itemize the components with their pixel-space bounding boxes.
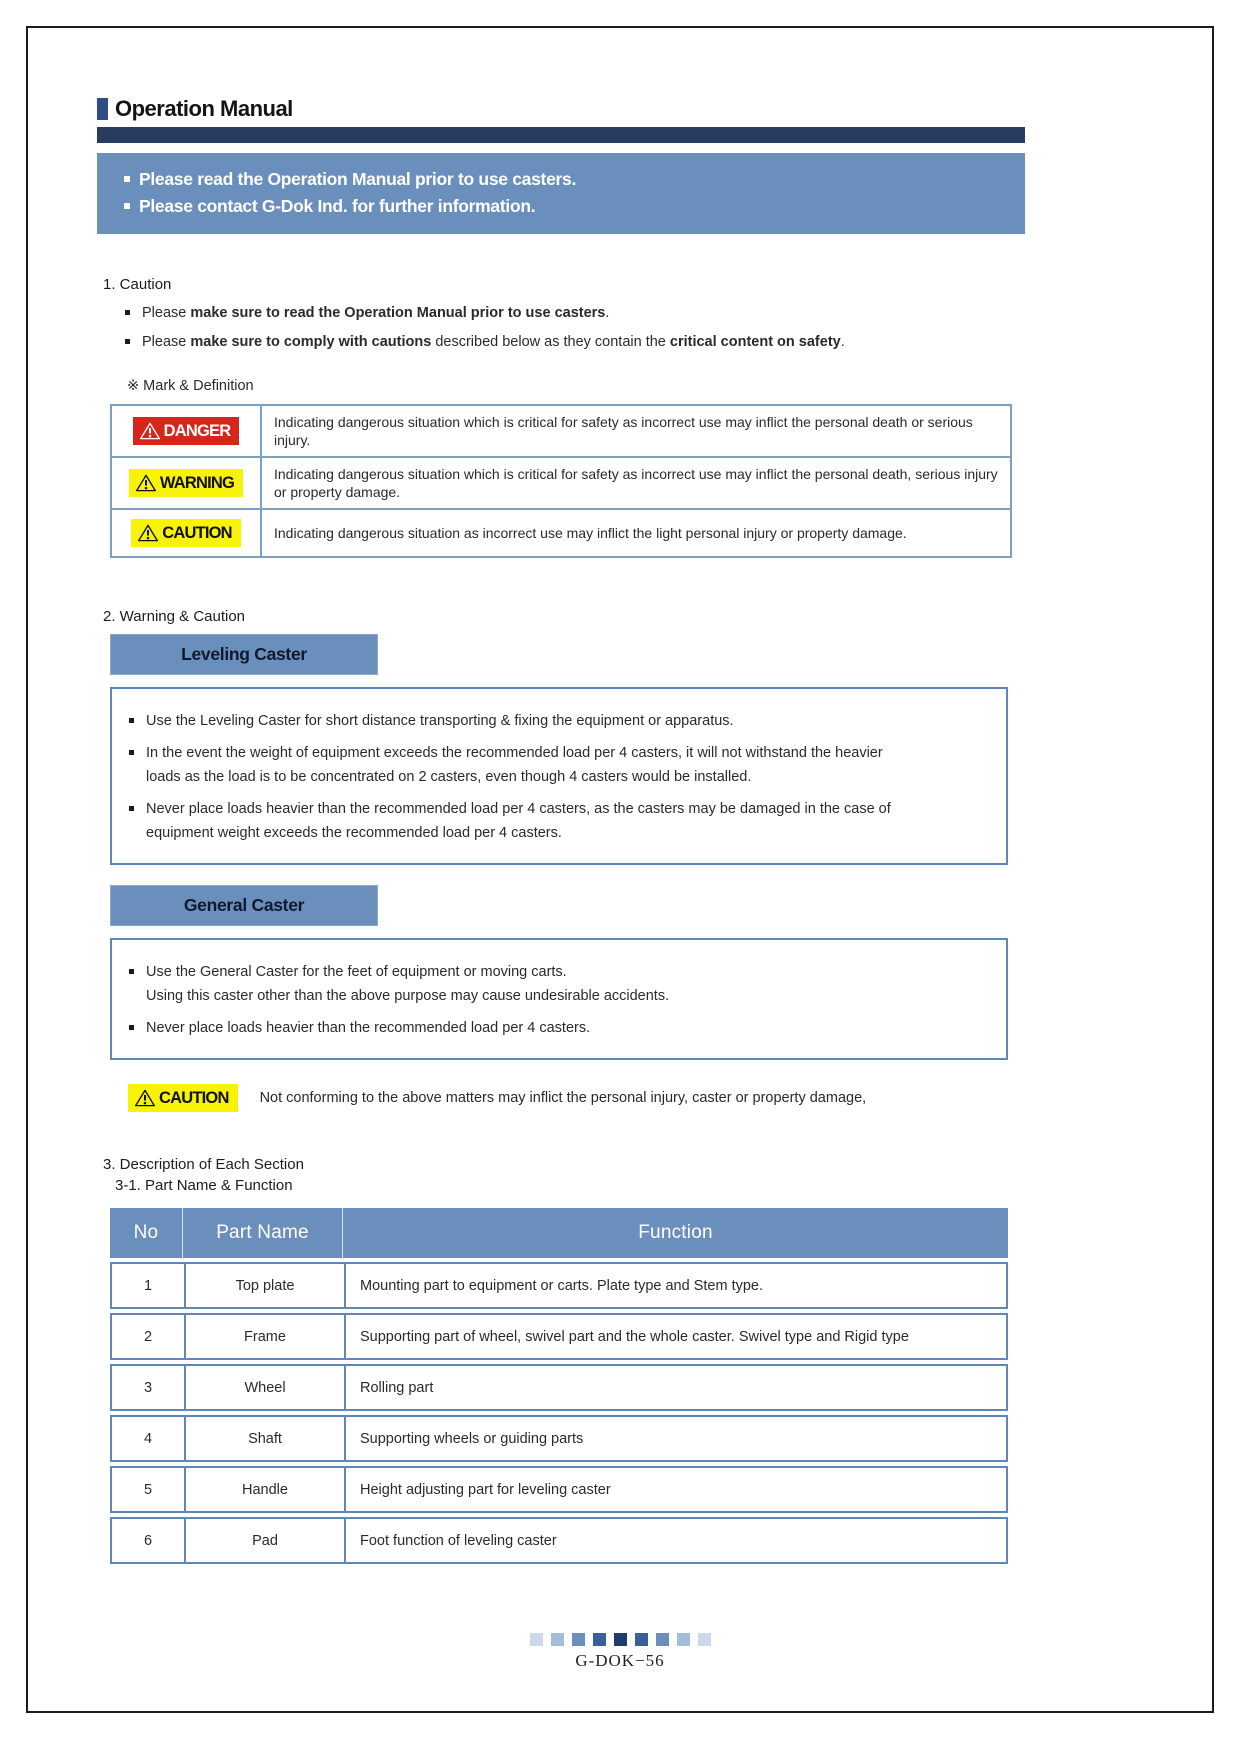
doc-title-row [97, 96, 1240, 122]
cell-no: 4 [143, 1430, 153, 1447]
list-item [125, 332, 1240, 352]
table-row [112, 508, 1010, 556]
footer-square [614, 1633, 627, 1646]
footer-squares-decoration [0, 1633, 1240, 1646]
list-item [129, 797, 988, 845]
section1-heading: 1. Caution [103, 276, 172, 293]
cell-part-name: Pad [184, 1519, 344, 1562]
bullet-text: Never place loads heavier than the recommended load per 4 casters, as the casters may be damaged in the case of equipment weight exceeds the recommended load per 4 casters. [146, 801, 891, 841]
badge-cell [112, 406, 262, 456]
warning-badge [129, 469, 243, 497]
cell-part-name: Top plate [184, 1264, 344, 1307]
footer-square [593, 1633, 606, 1646]
part-name-function-table [110, 1208, 1008, 1564]
banner-text: Please read the Operation Manual prior to use casters. [139, 169, 577, 189]
section1-bullets [125, 303, 1240, 352]
list-item [129, 741, 988, 789]
table-row [110, 1313, 1008, 1360]
badge-label: CAUTION [162, 523, 232, 542]
intro-banner [97, 153, 1025, 234]
table-row [110, 1262, 1008, 1309]
caution-badge [131, 519, 241, 547]
square-bullet-icon [129, 1025, 134, 1030]
cell-no: 1 [143, 1277, 153, 1294]
list-item [129, 960, 988, 1008]
section3-subheading: 3-1. Part Name & Function [115, 1177, 293, 1194]
page-footer [0, 1633, 1240, 1671]
caution-note-text: Not conforming to the above matters may inflict the personal injury, caster or property damage, [259, 1090, 867, 1106]
square-bullet-icon [129, 750, 134, 755]
bullet-text: Use the General Caster for the feet of equipment or moving carts. Using this caster other than the above purpose may cause undesirable accidents. [146, 964, 670, 1004]
badge-cell [112, 510, 262, 556]
square-bullet-icon [129, 969, 134, 974]
page-number: G-DOK−56 [575, 1651, 665, 1670]
cell-function: Supporting wheels or guiding parts [344, 1417, 1006, 1460]
cell-part-name: Frame [184, 1315, 344, 1358]
badge-label: WARNING [159, 473, 235, 492]
warning-triangle-icon [139, 421, 161, 441]
column-header-part-name: Part Name [182, 1208, 342, 1258]
section2-heading: 2. Warning & Caution [103, 608, 246, 625]
leveling-caster-box [110, 687, 1008, 865]
title-accent-bar [97, 98, 108, 120]
square-bullet-icon [124, 203, 130, 209]
footer-square [572, 1633, 585, 1646]
leveling-caster-header: Leveling Caster [110, 634, 378, 675]
list-item [129, 709, 988, 733]
mark-definition-label: ※ Mark & Definition [127, 378, 254, 394]
footer-square [530, 1633, 543, 1646]
cell-part-name: Handle [184, 1468, 344, 1511]
banner-line [124, 193, 1005, 219]
mark-description: Indicating dangerous situation which is critical for safety as incorrect use may inflict the personal death, serious injury or property damage. [274, 466, 998, 500]
cell-no: 2 [143, 1328, 153, 1345]
page-title: Operation Manual [115, 96, 293, 121]
danger-badge [133, 417, 240, 445]
warning-triangle-icon [135, 473, 157, 493]
bullet-text: Use the Leveling Caster for short distance transporting & fixing the equipment or apparatus. [146, 713, 734, 729]
general-caster-header: General Caster [110, 885, 378, 926]
column-header-no: No [133, 1222, 159, 1243]
footer-square [698, 1633, 711, 1646]
list-item [129, 1016, 988, 1040]
cell-no: 5 [143, 1481, 153, 1498]
cell-function: Mounting part to equipment or carts. Plate type and Stem type. [344, 1264, 1006, 1307]
square-bullet-icon [124, 176, 130, 182]
footer-square [677, 1633, 690, 1646]
mark-description: Indicating dangerous situation which is critical for safety as incorrect use may inflict the personal death or serious injury. [274, 414, 973, 448]
square-bullet-icon [129, 718, 134, 723]
footer-square [656, 1633, 669, 1646]
section3-heading: 3. Description of Each Section [103, 1156, 304, 1173]
table-row [112, 406, 1010, 456]
table-header-row [110, 1208, 1008, 1258]
bullet-text: In the event the weight of equipment exceeds the recommended load per 4 casters, it will not withstand the heavier loads as the load is to be concentrated on 2 casters, even though 4 casters would be installed. [146, 745, 883, 785]
table-row [110, 1415, 1008, 1462]
table-row [110, 1517, 1008, 1564]
title-underline-bar [97, 127, 1025, 143]
cell-function: Rolling part [344, 1366, 1006, 1409]
mark-definition-table [110, 404, 1012, 558]
badge-label: DANGER [163, 421, 231, 440]
badge-cell [112, 458, 262, 508]
cell-function: Foot function of leveling caster [344, 1519, 1006, 1562]
bullet-text: Never place loads heavier than the recommended load per 4 casters. [146, 1020, 591, 1036]
cell-function: Height adjusting part for leveling caster [344, 1468, 1006, 1511]
square-bullet-icon [125, 310, 130, 315]
cell-no: 3 [143, 1379, 153, 1396]
table-row [112, 456, 1010, 508]
warning-triangle-icon [137, 523, 159, 543]
banner-text: Please contact G-Dok Ind. for further information. [139, 196, 536, 216]
warning-triangle-icon [134, 1088, 156, 1108]
cell-function: Supporting part of wheel, swivel part and the whole caster. Swivel type and Rigid type [344, 1315, 1006, 1358]
column-header-function: Function [342, 1208, 1008, 1258]
general-caster-box [110, 938, 1008, 1060]
banner-line [124, 166, 1005, 192]
mark-description: Indicating dangerous situation as incorrect use may inflict the light personal injury or property damage. [274, 525, 907, 541]
cell-part-name: Wheel [184, 1366, 344, 1409]
footer-square [551, 1633, 564, 1646]
cell-part-name: Shaft [184, 1417, 344, 1460]
badge-label: CAUTION [159, 1088, 229, 1107]
caution-badge [128, 1084, 238, 1112]
table-row [110, 1364, 1008, 1411]
square-bullet-icon [125, 339, 130, 344]
caution-note [128, 1084, 1240, 1112]
bullet-text: Please make sure to read the Operation Manual prior to use casters. [142, 305, 610, 321]
list-item [125, 303, 1240, 323]
table-row [110, 1466, 1008, 1513]
cell-no: 6 [143, 1532, 153, 1549]
bullet-text: Please make sure to comply with cautions described below as they contain the critical content on safety. [142, 334, 845, 350]
footer-square [635, 1633, 648, 1646]
square-bullet-icon [129, 806, 134, 811]
